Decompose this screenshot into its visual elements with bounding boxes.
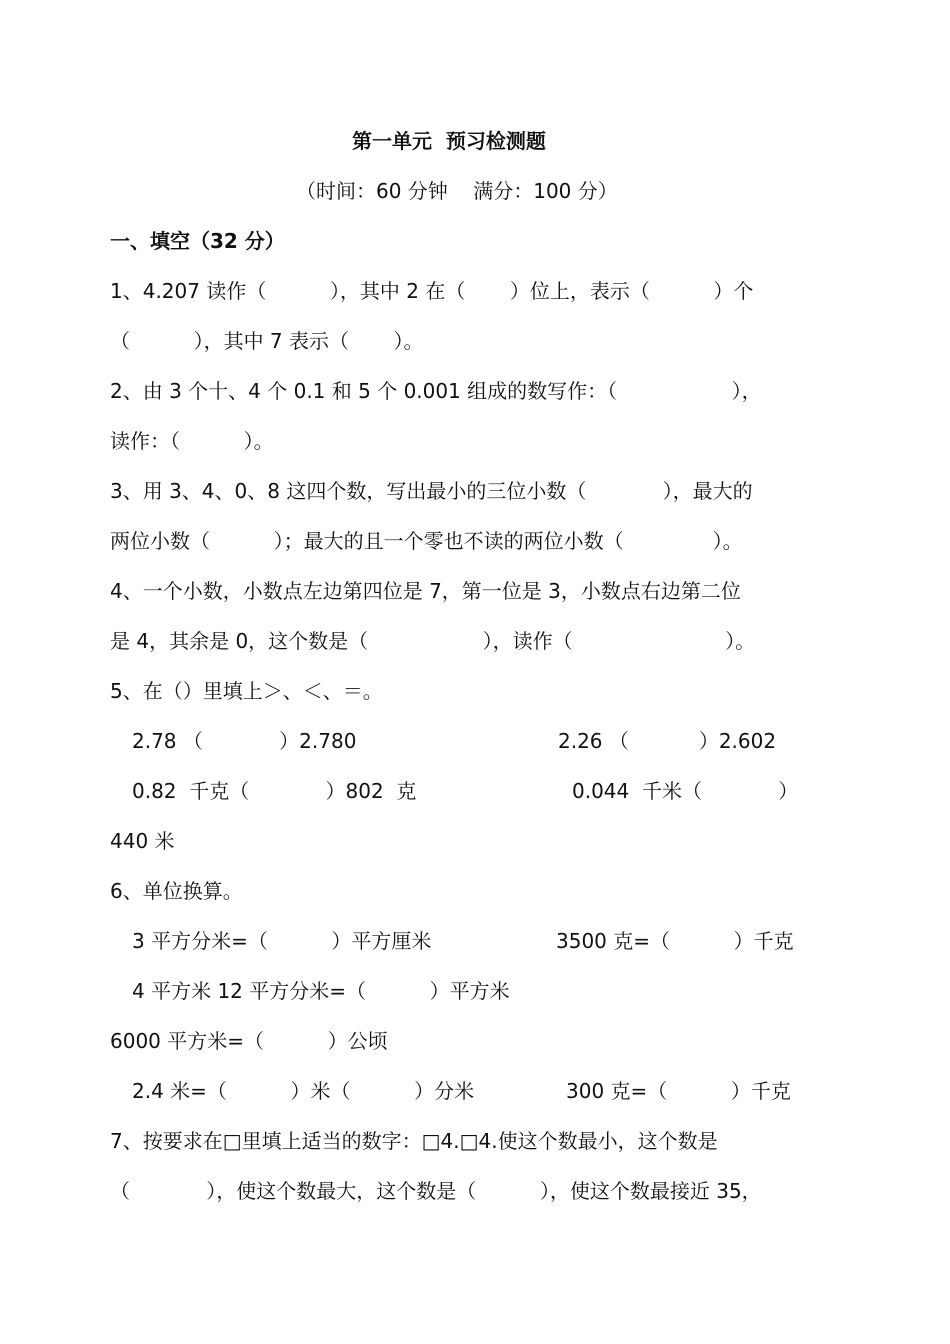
question-4-line-1: 4、一个小数，小数点左边第四位是 7，第一位是 3，小数点右边第二位 [110,579,741,603]
question-6-item-c: 4 平方米 12 平方分米=（ ）平方米 [132,979,510,1003]
question-7-line-2: （ ），使这个数最大，这个数是（ ），使这个数最接近 35， [110,1179,762,1203]
question-5-heading: 5、在（）里填上＞、＜、＝。 [110,679,383,703]
question-6-item-d: 6000 平方米=（ ）公顷 [110,1029,388,1053]
question-1-line-1: 1、4.207 读作（ ），其中 2 在（ ）位上，表示（ ）个 [110,279,754,303]
question-5-item-c: 0.82 千克（ ）802 克 [132,779,417,803]
question-5-item-a: 2.78 （ ）2.780 [132,729,357,753]
question-4-line-2: 是 4，其余是 0，这个数是（ ），读作（ ）。 [110,629,756,653]
question-3-line-2: 两位小数（ ）；最大的且一个零也不读的两位小数（ ）。 [110,529,743,553]
question-5-item-b: 2.26 （ ）2.602 [558,729,777,753]
page-title: 第一单元 预习检测题 [352,129,546,153]
question-6-item-e: 2.4 米=（ ）米（ ）分米 [132,1079,475,1103]
question-7-line-1: 7、按要求在□里填上适当的数字：□4.□4.使这个数最小，这个数是 [110,1129,718,1153]
question-5-item-d-cont: 440 米 [110,829,175,853]
question-6-heading: 6、单位换算。 [110,879,243,903]
question-6-item-b: 3500 克=（ ）千克 [556,929,794,953]
section-heading-fill-blank: 一、填空（32 分） [110,229,285,253]
question-1-line-2: （ ），其中 7 表示（ ）。 [110,329,424,353]
page-subtitle: （时间：60 分钟 满分：100 分） [296,179,618,203]
question-6-item-a: 3 平方分米=（ ）平方厘米 [132,929,432,953]
question-2-line-1: 2、由 3 个十、4 个 0.1 和 5 个 0.001 组成的数写作：（ ）， [110,379,762,403]
question-5-item-d: 0.044 千米（ ） [572,779,799,803]
question-2-line-2: 读作：（ ）。 [110,429,274,453]
question-3-line-1: 3、用 3、4、0、8 这四个数，写出最小的三位小数（ ），最大的 [110,479,753,503]
question-6-item-f: 300 克=（ ）千克 [566,1079,791,1103]
